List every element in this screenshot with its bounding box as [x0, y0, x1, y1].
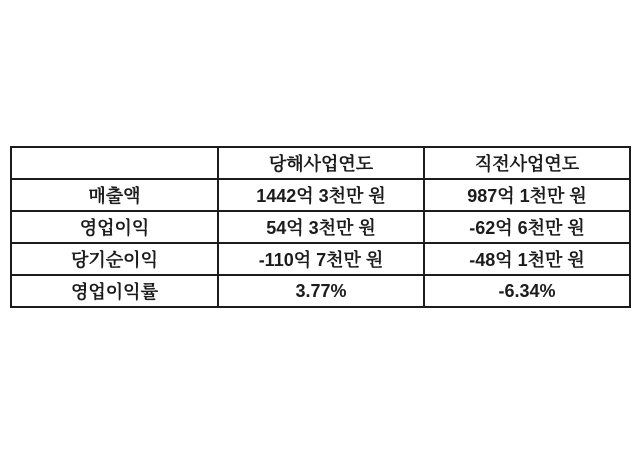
- row-label-operating-profit: 영업이익: [11, 211, 218, 243]
- header-cell-empty: [11, 147, 218, 179]
- header-cell-previous-fiscal-year: 직전사업연도: [424, 147, 630, 179]
- operating-profit-previous-value: -62억 6천만 원: [424, 211, 630, 243]
- row-label-revenue: 매출액: [11, 179, 218, 211]
- revenue-previous-value: 987억 1천만 원: [424, 179, 630, 211]
- table-row-operating-profit: [11, 211, 630, 243]
- operating-margin-previous-value: -6.34%: [424, 275, 630, 307]
- table-row-revenue: [11, 179, 630, 211]
- net-income-current-value: -110억 7천만 원: [218, 243, 424, 275]
- net-income-previous-value: -48억 1천만 원: [424, 243, 630, 275]
- row-label-operating-margin: 영업이익률: [11, 275, 218, 307]
- header-row: [11, 147, 630, 179]
- financial-summary-table: [10, 146, 631, 308]
- row-label-net-income: 당기순이익: [11, 243, 218, 275]
- operating-profit-current-value: 54억 3천만 원: [218, 211, 424, 243]
- table-row-net-income: [11, 243, 630, 275]
- header-cell-current-fiscal-year: 당해사업연도: [218, 147, 424, 179]
- operating-margin-current-value: 3.77%: [218, 275, 424, 307]
- table-row-operating-margin: [11, 275, 630, 307]
- revenue-current-value: 1442억 3천만 원: [218, 179, 424, 211]
